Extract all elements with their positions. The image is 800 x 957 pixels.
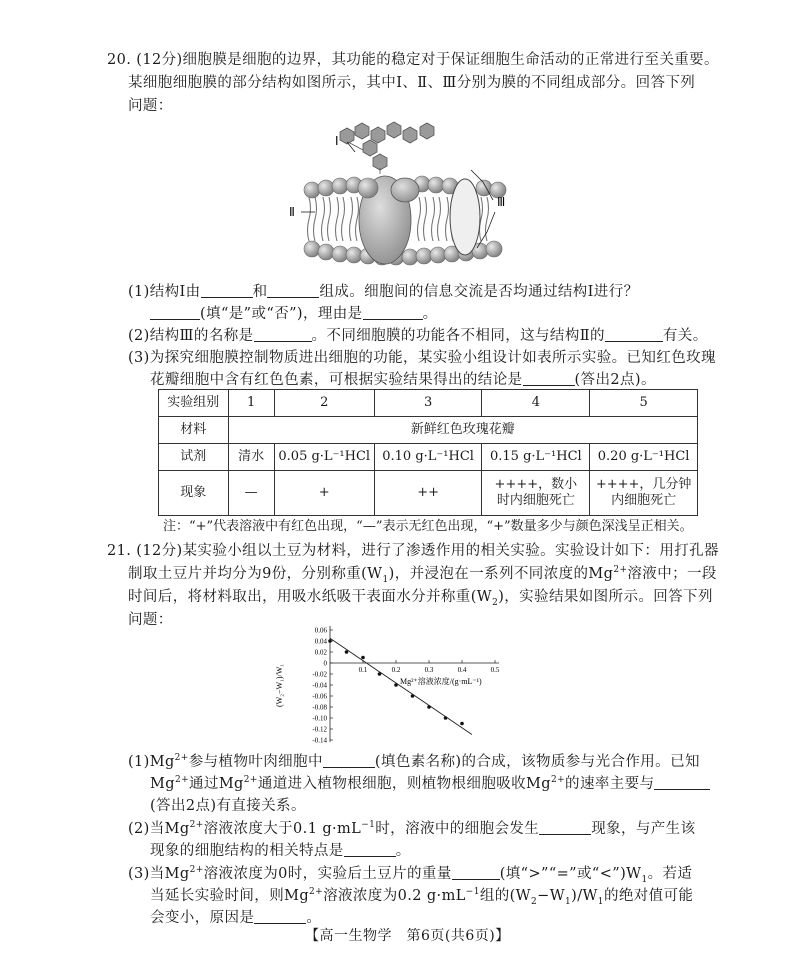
q21-line1: 21. (12分)某实验小组以土豆为材料，进行了渗透作用的相关实验。实验设计如下：用打孔器 xyxy=(107,543,719,559)
y-tick-label: 0.02 xyxy=(314,648,327,657)
y-tick-label: -0.12 xyxy=(312,725,327,734)
q20-part2: (2)结构Ⅲ的名称是 。不同细胞膜的功能各不相同，这与结构Ⅱ的 有关。 xyxy=(128,328,708,344)
blank-2b[interactable] xyxy=(605,327,663,342)
data-point xyxy=(345,650,349,654)
q20-intro-line3: 问题： xyxy=(128,98,173,114)
blank-1a[interactable] xyxy=(201,283,253,298)
data-point xyxy=(460,722,464,726)
q21-part3-line3: 会变小，原因是 。 xyxy=(150,910,322,926)
y-tick-label: 0.06 xyxy=(314,626,327,635)
q21-part1-line1: $(1)Mg^{2+}$参与植物叶肉细胞中 (填色素名称)的合成，该物质参与光合作用。已知 xyxy=(128,753,700,770)
data-point xyxy=(427,705,431,709)
q21-part2-line2: 现象的细胞结构的相关特点是 。 xyxy=(150,843,411,859)
x-tick-label: 0.2 xyxy=(391,666,401,674)
y-tick-label: -0.04 xyxy=(312,681,327,690)
y-tick-label: 0.04 xyxy=(314,637,327,646)
y-tick-label: -0.02 xyxy=(312,670,327,679)
weight-change-chart xyxy=(272,622,522,746)
table-row: 现象 — + ++ ++++，数小 时内细胞死亡 ++++，几分钟 内细胞死亡 xyxy=(159,471,698,516)
blank-1b[interactable] xyxy=(267,283,319,298)
cell-membrane-figure xyxy=(285,112,530,275)
glycocalyx-hexagons xyxy=(340,122,434,170)
q21-part2-line1: (2)当$Mg^{2+}$溶液浓度大于0.1 $g\cdot mL^{-1}$时，溶液中的细胞会发生 现象，与产生该 xyxy=(128,820,696,837)
blank-21-1b[interactable] xyxy=(654,775,710,790)
data-point xyxy=(328,639,332,643)
y-tick-label: -0.08 xyxy=(312,703,327,712)
q20-part1-line2: (填“是”或“否”)，理由是 。 xyxy=(150,304,437,324)
x-tick-label: 0.1 xyxy=(358,666,368,674)
label-III: Ⅲ xyxy=(497,195,506,209)
blank-21-2b[interactable] xyxy=(344,842,396,857)
x-tick-label: 0.3 xyxy=(424,666,434,674)
chart-ylabel: (W₂−W₁)/W₁ xyxy=(275,663,284,707)
blank-1d[interactable] xyxy=(363,305,423,320)
q20-intro-line2: 某细胞细胞膜的部分结构如图所示，其中Ⅰ、Ⅱ、Ⅲ分别为膜的不同组成部分。回答下列 xyxy=(128,75,696,91)
trend-line xyxy=(330,638,472,734)
y-tick-label: -0.14 xyxy=(312,736,327,745)
table-row: 材料 新鲜红色玫瑰花瓣 xyxy=(159,417,698,444)
page-footer: 【高一生物学 第6页(共6页)】 xyxy=(305,928,510,944)
table-row: 实验组别 1 2 3 4 5 xyxy=(159,390,698,417)
q21-line4: 问题： xyxy=(128,612,173,628)
blank-2a[interactable] xyxy=(254,327,312,342)
channel-protein xyxy=(450,179,480,255)
y-tick-label: 0 xyxy=(323,659,327,668)
blank-21-3b[interactable] xyxy=(254,909,306,924)
chart-xlabel: Mg²⁺溶液浓度/(g·mL⁻¹) xyxy=(400,677,482,686)
data-point xyxy=(361,656,365,660)
q21-part3-line1: (3)当$Mg^{2+}$溶液浓度为0时，实验后土豆片的重量 (填“>”“=”或“$<”)W_1$。若适 xyxy=(128,865,693,885)
chart-points xyxy=(328,638,472,734)
q21-line3: 时间后，将材料取出，用吸水纸吸干表面水分并称重$(W_2)$，实验结果如图所示。回答下列 xyxy=(128,589,713,608)
q21-part3-line2: 当延长实验时间，则$Mg^{2+}$溶液浓度为0.2 $g\cdot mL^{-1}$组的$(W_2-W_1)/W_1$的绝对值可能 xyxy=(150,887,694,907)
data-point xyxy=(444,716,448,720)
q20-part3-line2: 花瓣细胞中含有红色色素，可根据实验结果得出的结论是 (答出2点)。 xyxy=(150,372,656,388)
q20-intro-line1: 20. (12分)细胞膜是细胞的边界，其功能的稳定对于保证细胞生命活动的正常进行至关重要。 xyxy=(107,52,719,68)
x-tick-label: 0.4 xyxy=(457,666,467,674)
q20-part1-line1: (1)结构Ⅰ由 和 组成。细胞间的信息交流是否均通过结构Ⅰ进行？ xyxy=(128,284,639,300)
label-II: Ⅱ xyxy=(289,205,295,219)
q21-part1-line3: (答出2点)有直接关系。 xyxy=(150,798,306,814)
label-I: Ⅰ xyxy=(335,134,339,148)
y-tick-label: -0.06 xyxy=(312,692,327,701)
q20-part3-line1: (3)为探究细胞膜控制物质进出细胞的功能，某实验小组设计如表所示实验。已知红色玫瑰 xyxy=(128,350,716,366)
blank-21-1a[interactable] xyxy=(323,753,375,768)
data-point xyxy=(378,672,382,676)
x-tick-label: 0.5 xyxy=(490,666,500,674)
experiment-table xyxy=(158,389,698,516)
blank-21-3a[interactable] xyxy=(452,865,500,880)
y-tick-label: -0.10 xyxy=(312,714,327,723)
blank-21-2a[interactable] xyxy=(539,820,591,835)
data-point xyxy=(411,694,415,698)
table-row: 试剂 清水 0.05 g·L⁻¹HCl 0.10 g·L⁻¹HCl 0.15 g·L⁻¹HCl 0.20 g·L⁻¹HCl xyxy=(159,444,698,471)
data-point xyxy=(394,683,398,687)
blank-3[interactable] xyxy=(523,371,575,386)
q21-line2: 制取土豆片并均分为9份，分别称重$(W_1)$，并浸泡在一系列不同浓度的$Mg^{2+}$溶液中；一段 xyxy=(128,565,717,585)
table-note: 注：“+”代表溶液中有红色出现，“—”表示无红色出现，“+”数量多少与颜色深浅呈正相关。 xyxy=(163,519,693,534)
q21-part1-line2: $Mg^{2+}$通过$Mg^{2+}$通道进入植物根细胞，则植物根细胞吸收$Mg^{2+}$的速率主要与 xyxy=(150,774,710,794)
blank-1c[interactable] xyxy=(150,305,200,320)
